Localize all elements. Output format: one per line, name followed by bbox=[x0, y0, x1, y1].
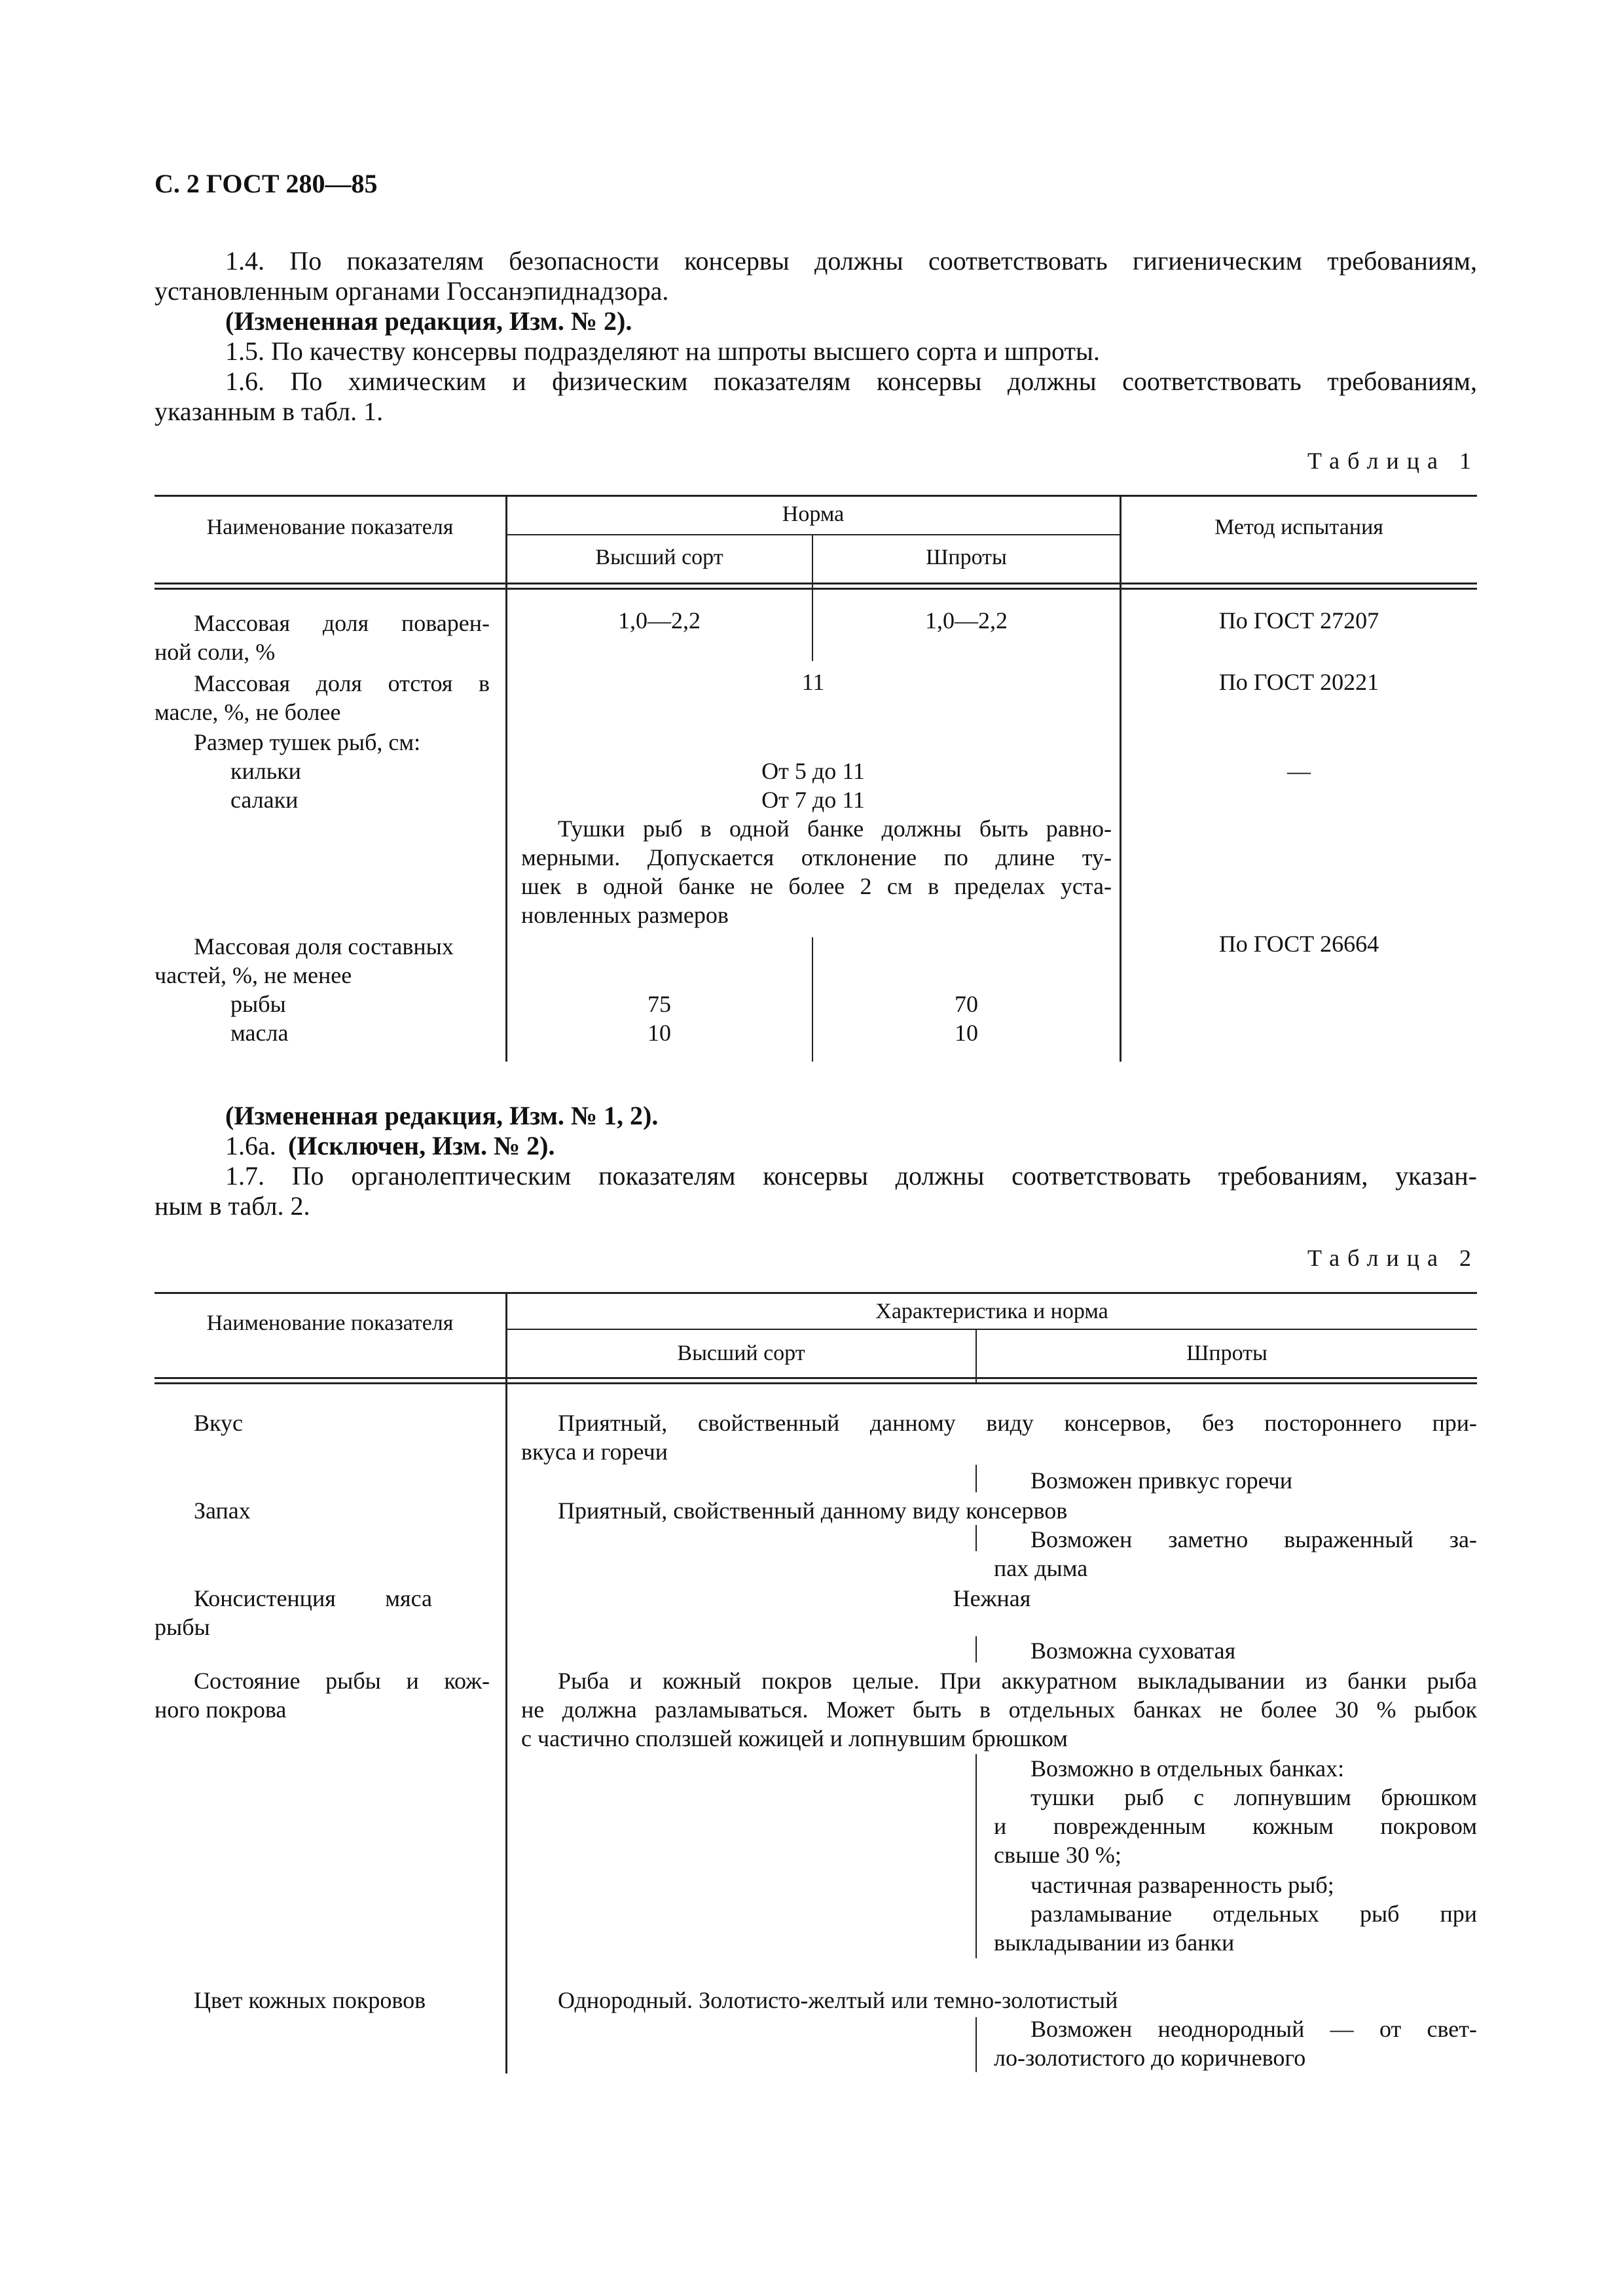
table-2-caption: Таблица 2 bbox=[1307, 1245, 1479, 1271]
t1-sediment-label-1: Массовая доля отстоя в bbox=[194, 670, 490, 696]
t1-salt-label-1: Массовая доля поварен- bbox=[194, 610, 490, 636]
t1-sediment-method: По ГОСТ 20221 bbox=[1218, 669, 1379, 695]
t1-parts-oil: масла bbox=[230, 1020, 289, 1046]
table-1-norm-rule bbox=[507, 534, 1120, 535]
t2-divider-taste bbox=[976, 1465, 977, 1492]
amendment-note-1: (Измененная редакция, Изм. № 2). bbox=[225, 306, 632, 336]
t2-color-label: Цвет кожных покровов bbox=[194, 1987, 426, 2013]
page-header: С. 2 ГОСТ 280—85 bbox=[155, 169, 378, 198]
table-2-header-rule bbox=[155, 1377, 1477, 1379]
t2-divider-color bbox=[976, 2017, 977, 2072]
t1-size-herring-value: От 7 до 11 bbox=[761, 787, 865, 813]
paragraph-1-6-line-1: 1.6. По химическим и физическим показателям консервы должны соответствовать требованиям, bbox=[225, 367, 1477, 396]
t2-smell-shprot-1: Возможен заметно выраженный за- bbox=[1030, 1526, 1477, 1552]
t1-size-note-4: новленных размеров bbox=[521, 902, 729, 928]
t2-divider-state bbox=[976, 1754, 977, 1958]
t2-state-value-2: не должна разламываться. Может быть в отдельных банках не более 30 % рыбок bbox=[521, 1696, 1477, 1723]
t2-consistency-label-1: Консистенция мяса bbox=[194, 1585, 432, 1611]
table-2-top-rule bbox=[155, 1292, 1477, 1294]
t2-state-label-2: ного покрова bbox=[155, 1696, 287, 1723]
table-2-col-divider-1 bbox=[505, 1292, 507, 2073]
t2-state-shprot-6: разламывание отдельных рыб при bbox=[1030, 1901, 1477, 1927]
t1-parts-label-1: Массовая доля составных bbox=[194, 933, 454, 960]
t2-state-shprot-7: выкладывании из банки bbox=[994, 1929, 1235, 1956]
paragraph-1-6a-number: 1.6а. bbox=[225, 1131, 276, 1160]
t2-taste-label: Вкус bbox=[194, 1410, 243, 1436]
t2-divider-smell bbox=[976, 1525, 977, 1551]
table-2-header-rule-2 bbox=[155, 1382, 1477, 1384]
t1-size-label: Размер тушек рыб, см: bbox=[194, 729, 421, 755]
t2-color-shprot-2: ло-золотистого до коричневого bbox=[994, 2045, 1306, 2071]
t1-size-herring: салаки bbox=[230, 787, 299, 813]
table-1-head-shprot: Шпроты bbox=[926, 545, 1007, 569]
t1-parts-fish: рыбы bbox=[230, 991, 286, 1017]
t2-color-value: Однородный. Золотисто-желтый или темно-золотистый bbox=[558, 1987, 1118, 2013]
t1-sediment-label-2: масле, %, не более bbox=[155, 699, 341, 725]
t2-taste-line-1: Приятный, свойственный данному виду консервов, без постороннего при- bbox=[558, 1410, 1477, 1436]
t1-parts-oil-shprot: 10 bbox=[955, 1020, 978, 1046]
t2-state-shprot-1: Возможно в отдельных банках: bbox=[1030, 1755, 1345, 1782]
t1-salt-shprot: 1,0—2,2 bbox=[925, 607, 1008, 634]
t2-color-shprot-1: Возможен неоднородный — от свет- bbox=[1030, 2016, 1477, 2042]
t1-parts-method: По ГОСТ 26664 bbox=[1218, 931, 1379, 957]
t1-size-note-1: Тушки рыб в одной банке должны быть равно- bbox=[558, 816, 1112, 842]
t2-state-shprot-2: тушки рыб с лопнувшим брюшком bbox=[1030, 1784, 1477, 1810]
paragraph-1-6a-excluded: (Исключен, Изм. № 2). bbox=[288, 1131, 555, 1160]
table-2-head-name: Наименование показателя bbox=[206, 1311, 454, 1335]
t1-salt-label-2: ной соли, % bbox=[155, 639, 276, 665]
paragraph-1-7-line-2: ным в табл. 2. bbox=[155, 1191, 310, 1221]
t2-smell-shprot-2: пах дыма bbox=[994, 1555, 1088, 1581]
paragraph-1-7-line-1: 1.7. По органолептическим показателям консервы должны соответствовать требованиям, указан- bbox=[225, 1161, 1477, 1191]
t1-salt-top: 1,0—2,2 bbox=[618, 607, 701, 634]
table-2-head-char: Характеристика и норма bbox=[875, 1299, 1108, 1323]
t1-parts-fish-shprot: 70 bbox=[955, 991, 978, 1017]
paragraph-1-5: 1.5. По качеству консервы подразделяют на шпроты высшего сорта и шпроты. bbox=[225, 336, 1100, 366]
table-1-caption: Таблица 1 bbox=[1307, 448, 1479, 474]
t1-size-sprat-value: От 5 до 11 bbox=[761, 758, 865, 784]
table-1-top-rule bbox=[155, 495, 1477, 497]
t1-parts-oil-top: 10 bbox=[647, 1020, 671, 1046]
t2-state-shprot-3: и поврежденным кожным покровом bbox=[994, 1813, 1477, 1839]
table-1-header-rule bbox=[155, 583, 1477, 584]
t2-state-label-1: Состояние рыбы и кож- bbox=[194, 1668, 490, 1694]
paragraph-1-4-line-1: 1.4. По показателям безопасности консервы должны соответствовать гигиеническим требованиям, bbox=[225, 246, 1477, 276]
t2-consistency-label-2: рыбы bbox=[155, 1614, 210, 1640]
table-1-header-rule-2 bbox=[155, 588, 1477, 590]
t2-smell-line-1: Приятный, свойственный данному виду консервов bbox=[558, 1498, 1068, 1524]
paragraph-1-6-line-2: указанным в табл. 1. bbox=[155, 397, 384, 426]
t2-divider-consistency bbox=[976, 1636, 977, 1662]
t2-taste-line-2: вкуса и горечи bbox=[521, 1439, 668, 1465]
t2-state-shprot-5: частичная разваренность рыб; bbox=[1030, 1872, 1334, 1898]
t2-consistency-shprot: Возможна суховатая bbox=[1030, 1638, 1236, 1664]
table-1-head-norm: Норма bbox=[782, 502, 845, 526]
t1-sediment-value: 11 bbox=[801, 669, 825, 695]
table-1-head-top-grade: Высший сорт bbox=[595, 545, 723, 569]
t1-parts-label-2: частей, %, не менее bbox=[155, 962, 352, 988]
table-1-head-name: Наименование показателя bbox=[206, 515, 454, 539]
t2-state-value-3: с частично сползшей кожицей и лопнувшим брюшком bbox=[521, 1725, 1068, 1751]
t2-state-value-1: Рыба и кожный покров целые. При аккуратном выкладывании из банки рыба bbox=[558, 1668, 1477, 1694]
t2-smell-label: Запах bbox=[194, 1498, 251, 1524]
table-1-head-method: Метод испытания bbox=[1214, 515, 1383, 539]
t1-size-note-3: шек в одной банке не более 2 см в пределах уста- bbox=[521, 873, 1112, 899]
table-2-char-rule bbox=[507, 1329, 1477, 1330]
t1-size-sprat: кильки bbox=[230, 758, 301, 784]
table-2-head-shprot: Шпроты bbox=[1186, 1341, 1267, 1365]
amendment-note-2: (Измененная редакция, Изм. № 1, 2). bbox=[225, 1101, 659, 1130]
t2-consistency-value: Нежная bbox=[953, 1585, 1031, 1611]
paragraph-1-4-line-2: установленным органами Госсанэпиднадзора. bbox=[155, 276, 669, 306]
t2-taste-shprot: Возможен привкус горечи bbox=[1030, 1467, 1293, 1494]
t2-state-shprot-4: свыше 30 %; bbox=[994, 1842, 1122, 1868]
t1-salt-method: По ГОСТ 27207 bbox=[1218, 607, 1379, 634]
t1-size-method: — bbox=[1287, 758, 1311, 784]
t1-size-note-2: мерными. Допускается отклонение по длине ту- bbox=[521, 844, 1112, 870]
t1-parts-fish-top: 75 bbox=[647, 991, 671, 1017]
table-2-head-top-grade: Высший сорт bbox=[677, 1341, 805, 1365]
